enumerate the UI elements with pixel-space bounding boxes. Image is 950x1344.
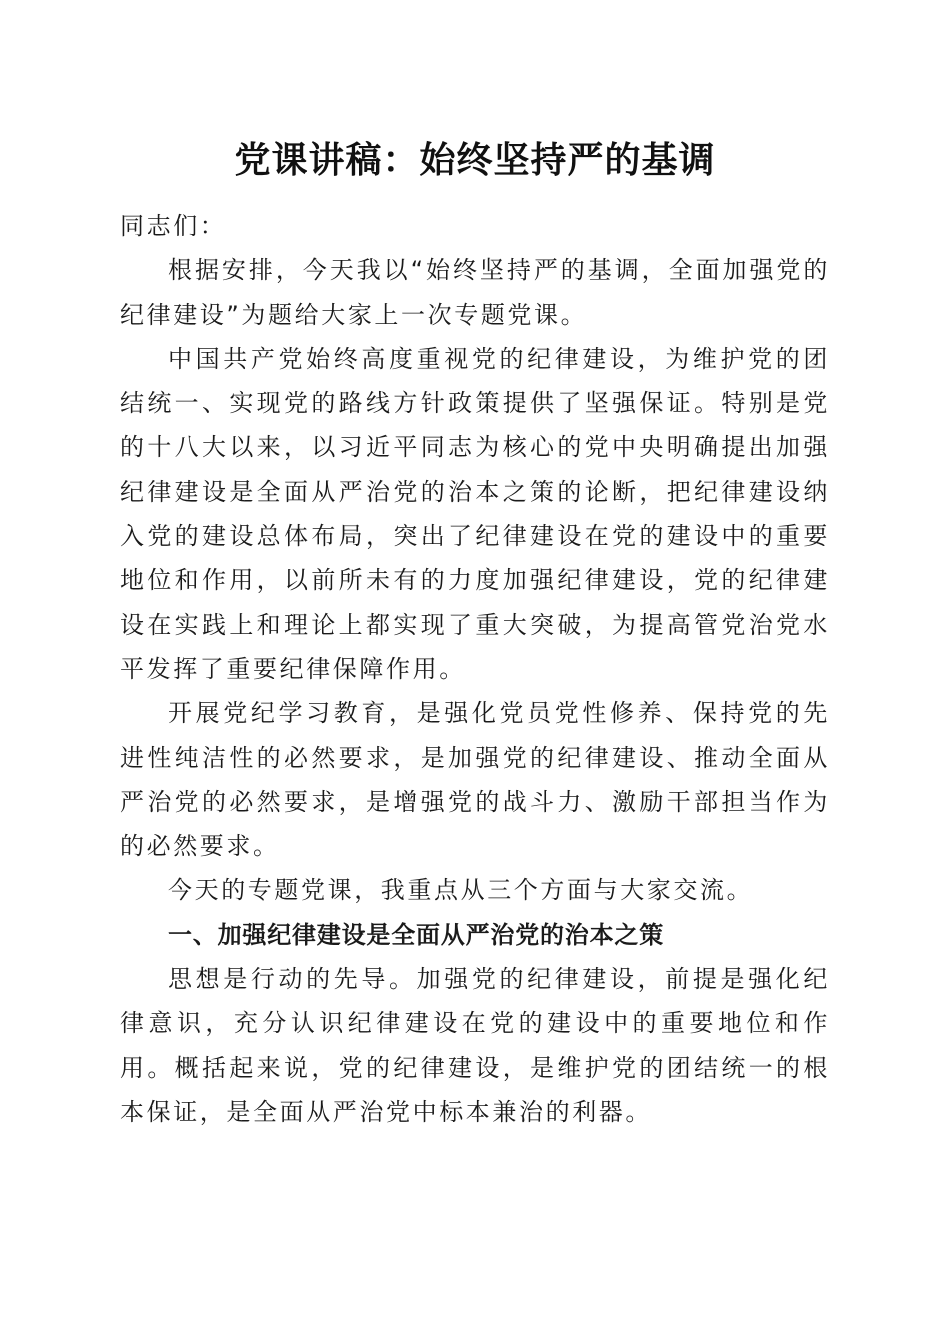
paragraph-discipline-history: 中国共产党始终高度重视党的纪律建设，为维护党的团结统一、实现党的路线方针政策提供了坚强保证。特别是党的十八大以来，以习近平同志为核心的党中央明确提出加强纪律建设是全面从严治党的治本之策的论断，把纪律建设纳入党的建设总体布局，突出了纪律建设在党的建设中的重要地位和作用，以前所未有的力度加强纪律建设，党的纪律建设在实践上和理论上都实现了重大突破，为提高管党治党水平发挥了重要纪律保障作用。 <box>120 344 830 683</box>
paragraph-overview: 今天的专题党课，我重点从三个方面与大家交流。 <box>168 876 754 905</box>
document-body <box>120 204 830 1134</box>
section-paragraph: 思想是行动的先导。加强党的纪律建设，前提是强化纪律意识，充分认识纪律建设在党的建设中的重要地位和作用。概括起来说，党的纪律建设，是维护党的团结统一的根本保证，是全面从严治党中标本兼治的利器。 <box>120 965 830 1126</box>
section-heading: 一、加强纪律建设是全面从严治党的治本之策 <box>168 920 664 949</box>
paragraph-education-purpose: 开展党纪学习教育，是强化党员党性修养、保持党的先进性纯洁性的必然要求，是加强党的纪律建设、推动全面从严治党的必然要求，是增强党的战斗力、激励干部担当作为的必然要求。 <box>120 699 830 861</box>
salutation: 同志们： <box>120 212 227 240</box>
paragraph-intro: 根据安排，今天我以“始终坚持严的基调，全面加强党的纪律建设”为题给大家上一次专题党课。 <box>120 256 830 329</box>
document-title: 党课讲稿：始终坚持严的基调 <box>234 139 716 181</box>
